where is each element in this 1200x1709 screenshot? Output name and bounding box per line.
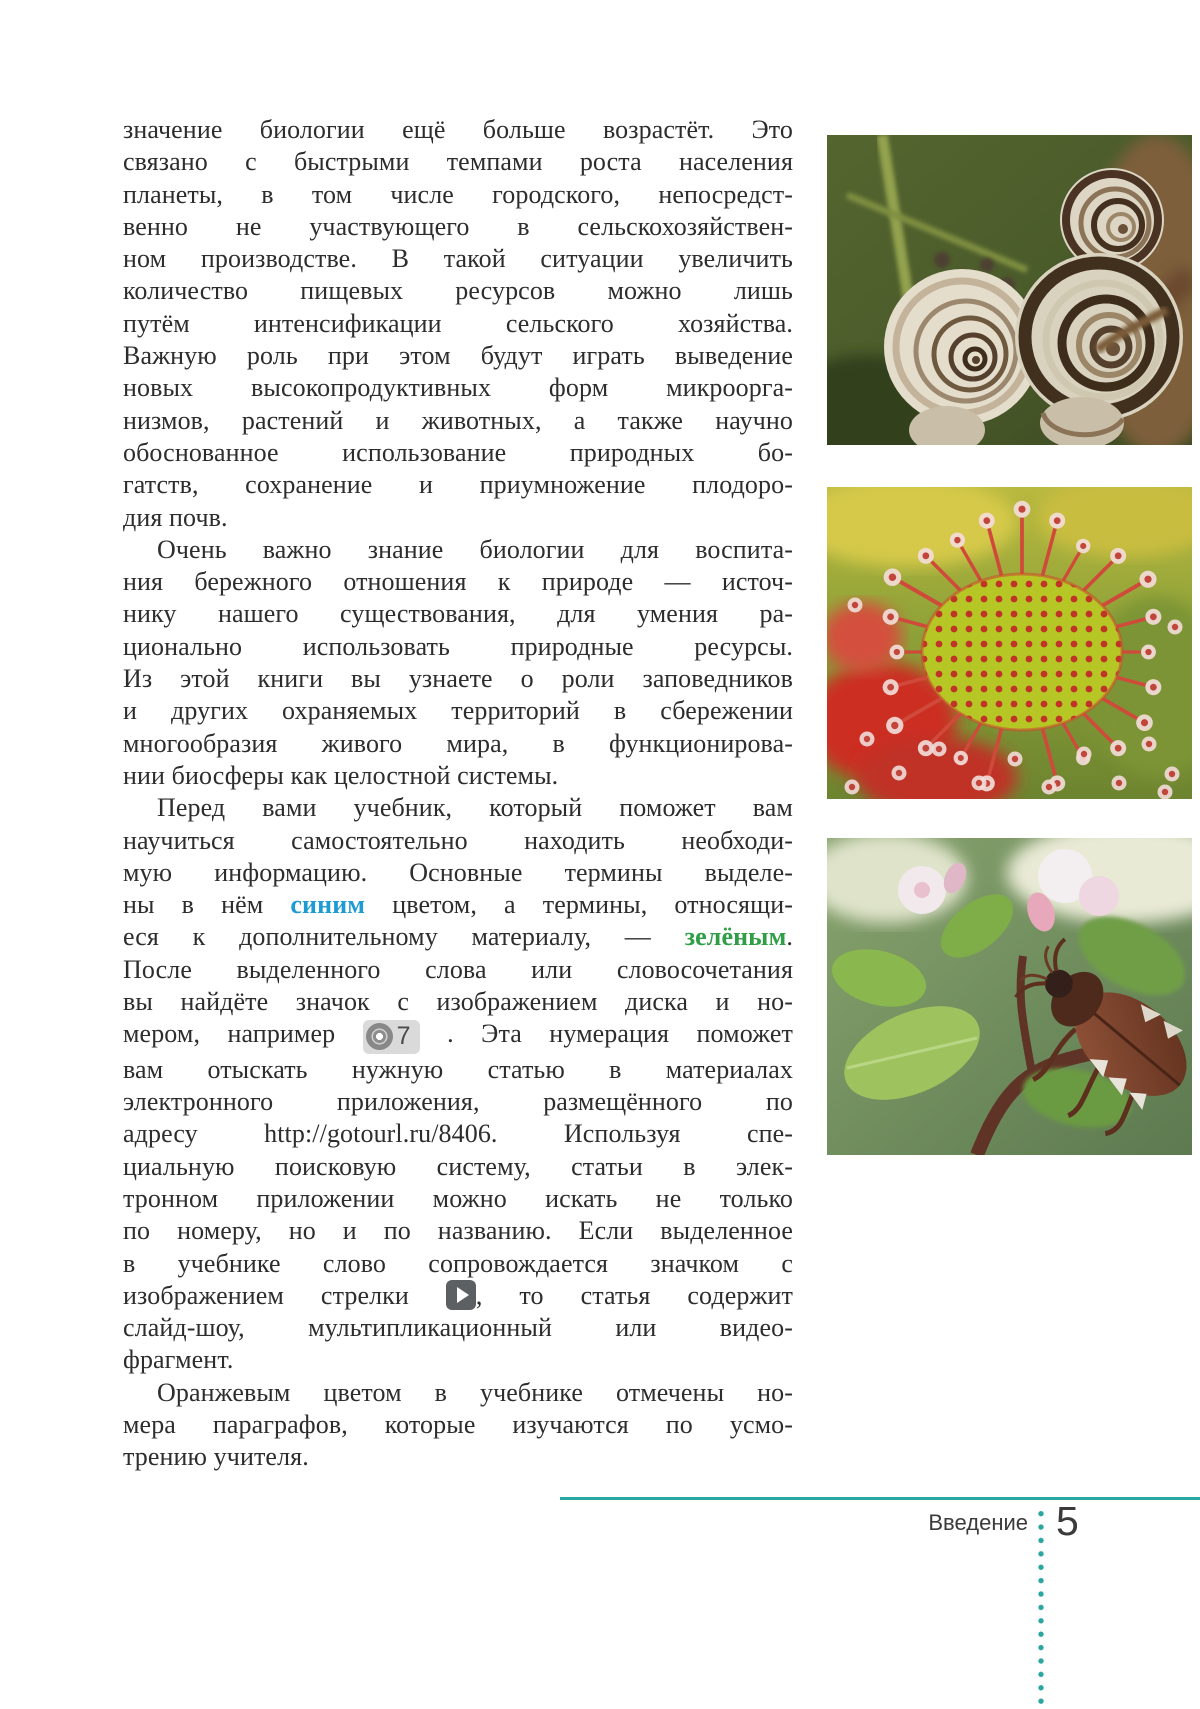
text-line: путём интенсификации сельского хозяйства. xyxy=(123,308,793,338)
text-line: еся к дополнительному материалу, — зелёным. xyxy=(123,922,793,952)
disc-number-badge xyxy=(363,1020,420,1054)
play-arrow-icon xyxy=(446,1280,476,1310)
text-line: ционально использовать природные ресурсы. xyxy=(123,631,793,661)
footer-chapter-label: Введение xyxy=(928,1510,1028,1535)
text-line: многообразия живого мира, в функционирова- xyxy=(123,728,793,758)
text-column xyxy=(123,114,793,1474)
text-line: слайд-шоу, мультипликационный или видео- xyxy=(123,1313,793,1343)
footer-dotted-rule xyxy=(1037,1507,1045,1709)
text-line: циальную поисковую систему, статьи в элек- xyxy=(123,1151,793,1181)
text-line: вам отыскать нужную статью в материалах xyxy=(123,1054,793,1084)
text-line: трению учителя. xyxy=(123,1442,309,1472)
photo-beetle xyxy=(827,838,1192,1155)
disc-number: 7 xyxy=(396,1022,411,1051)
text-line: количество пищевых ресурсов можно лишь xyxy=(123,276,793,306)
text-line: мером, например 7 . Эта нумерация поможет xyxy=(123,1018,793,1054)
text-line: ном производстве. В такой ситуации увеличить xyxy=(123,244,793,274)
text-line: Оранжевым цветом в учебнике отмечены но- xyxy=(157,1377,793,1407)
text-line: фрагмент. xyxy=(123,1345,234,1375)
text-line: нику нашего существования, для умения ра- xyxy=(123,599,793,629)
photo-snails xyxy=(827,135,1192,445)
sundew-pad xyxy=(922,574,1122,730)
text-line: низмов, растений и животных, а также научно xyxy=(123,405,793,435)
text-line: электронного приложения, размещённого по xyxy=(123,1087,793,1117)
text-line: научиться самостоятельно находить необходи- xyxy=(123,825,793,855)
text-line: ния бережного отношения к природе — источ- xyxy=(123,567,793,597)
text-line: значение биологии ещё больше возрастёт. Это xyxy=(123,115,793,144)
text-line: Очень важно знание биологии для воспита- xyxy=(157,534,793,564)
text-line: в учебнике слово сопровождается значком с xyxy=(123,1248,793,1278)
text-line: венно не участвующего в сельскохозяйствен- xyxy=(123,211,793,241)
text-line: адресу http://gotourl.ru/8406. Используя спе- xyxy=(123,1119,793,1149)
text-line: по номеру, но и по названию. Если выделенное xyxy=(123,1216,793,1246)
text-line: и других охраняемых территорий в сбережении xyxy=(123,696,793,726)
text-line: тронном приложении можно искать не только xyxy=(123,1184,793,1213)
text-line: обоснованное использование природных бо- xyxy=(123,437,793,467)
text-line: гатств, сохранение и приумножение плодоро- xyxy=(123,470,793,500)
disc-icon xyxy=(366,1023,393,1050)
text-line: планеты, в том числе городского, непосредст- xyxy=(123,179,793,209)
text-line: нии биосферы как целостной системы. xyxy=(123,760,559,790)
page-number: 5 xyxy=(1056,1498,1079,1544)
footer-rule xyxy=(560,1497,1200,1500)
text-line: После выделенного слова или словосочетания xyxy=(123,954,793,984)
text-line: ны в нём синим цветом, а термины, относящи- xyxy=(123,890,793,920)
text-line: мую информацию. Основные термины выделе- xyxy=(123,857,793,887)
text-line: новых высокопродуктивных форм микроорга- xyxy=(123,373,793,403)
text-line: изображением стрелки , то статья содержит xyxy=(123,1280,793,1310)
text-line: Из этой книги вы узнаете о роли заповедников xyxy=(123,664,793,694)
photo-sundew xyxy=(827,487,1192,799)
text-line: вы найдёте значок с изображением диска и но- xyxy=(123,987,793,1017)
text-line: связано с быстрыми темпами роста населения xyxy=(123,147,793,177)
text-line: Важную роль при этом будут играть выведение xyxy=(123,341,793,371)
text-line: дия почв. xyxy=(123,502,228,532)
text-line: мера параграфов, которые изучаются по усмо- xyxy=(123,1410,793,1440)
text-line: Перед вами учебник, который поможет вам xyxy=(157,793,793,823)
